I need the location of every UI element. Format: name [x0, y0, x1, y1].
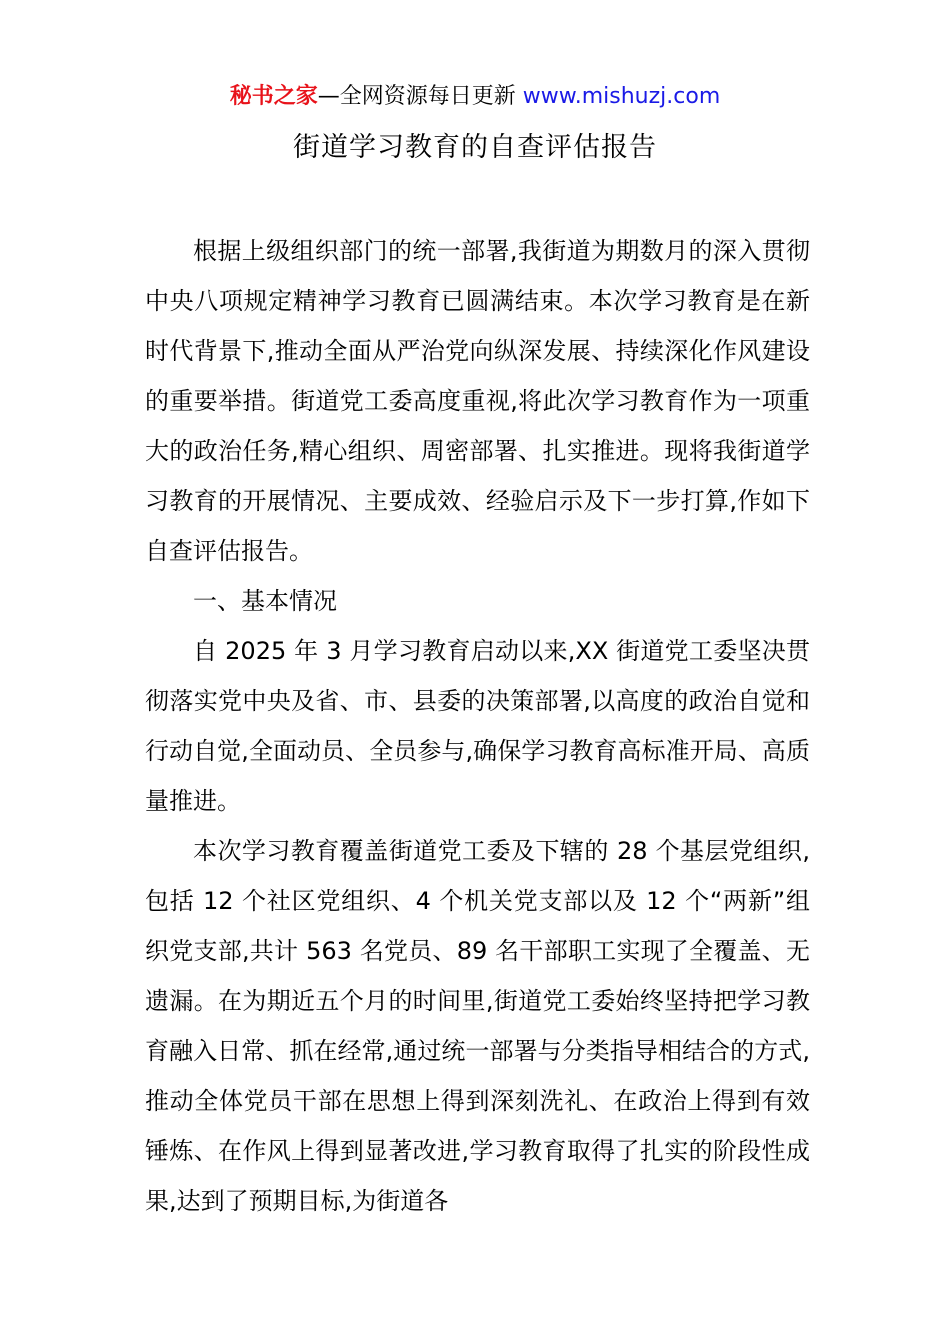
- paragraph-launch: 自 2025 年 3 月学习教育启动以来,XX 街道党工委坚决贯彻落实党中央及省、市、县委的决策部署,以高度的政治自觉和行动自觉,全面动员、全员参与,确保学习教育高标准开局、高质量推进。: [145, 637, 810, 815]
- paragraph-intro: 根据上级组织部门的统一部署,我街道为期数月的深入贯彻中央八项规定精神学习教育已圆满结束。本次学习教育是在新时代背景下,推动全面从严治党向纵深发展、持续深化作风建设的重要举措。街道党工委高度重视,将此次学习教育作为一项重大的政治任务,精心组织、周密部署、扎实推进。现将我街道学习教育的开展情况、主要成效、经验启示及下一步打算,作如下自查评估报告。: [145, 237, 810, 565]
- header-tagline: —全网资源每日更新: [317, 84, 523, 109]
- site-url-link[interactable]: www.mishuzj.com: [522, 84, 721, 109]
- document-body: [145, 226, 810, 1226]
- brand-name: 秘书之家: [229, 84, 318, 109]
- section-heading-basic-situation: 一、基本情况: [193, 587, 337, 615]
- watermark-header: [0, 80, 950, 114]
- document-title: 街道学习教育的自查评估报告: [293, 132, 657, 163]
- paragraph-coverage: 本次学习教育覆盖街道党工委及下辖的 28 个基层党组织,包括 12 个社区党组织、4 个机关党支部以及 12 个“两新”组织党支部,共计 563 名党员、89 名干部职工实现了全覆盖、无遗漏。在为期近五个月的时间里,街道党工委始终坚持把学习教育融入日常、抓在经常,通过统一部署与分类指导相结合的方式,推动全体党员干部在思想上得到深刻洗礼、在政治上得到有效锤炼、在作风上得到显著改进,学习教育取得了扎实的阶段性成果,达到了预期目标,为街道各: [145, 837, 810, 1215]
